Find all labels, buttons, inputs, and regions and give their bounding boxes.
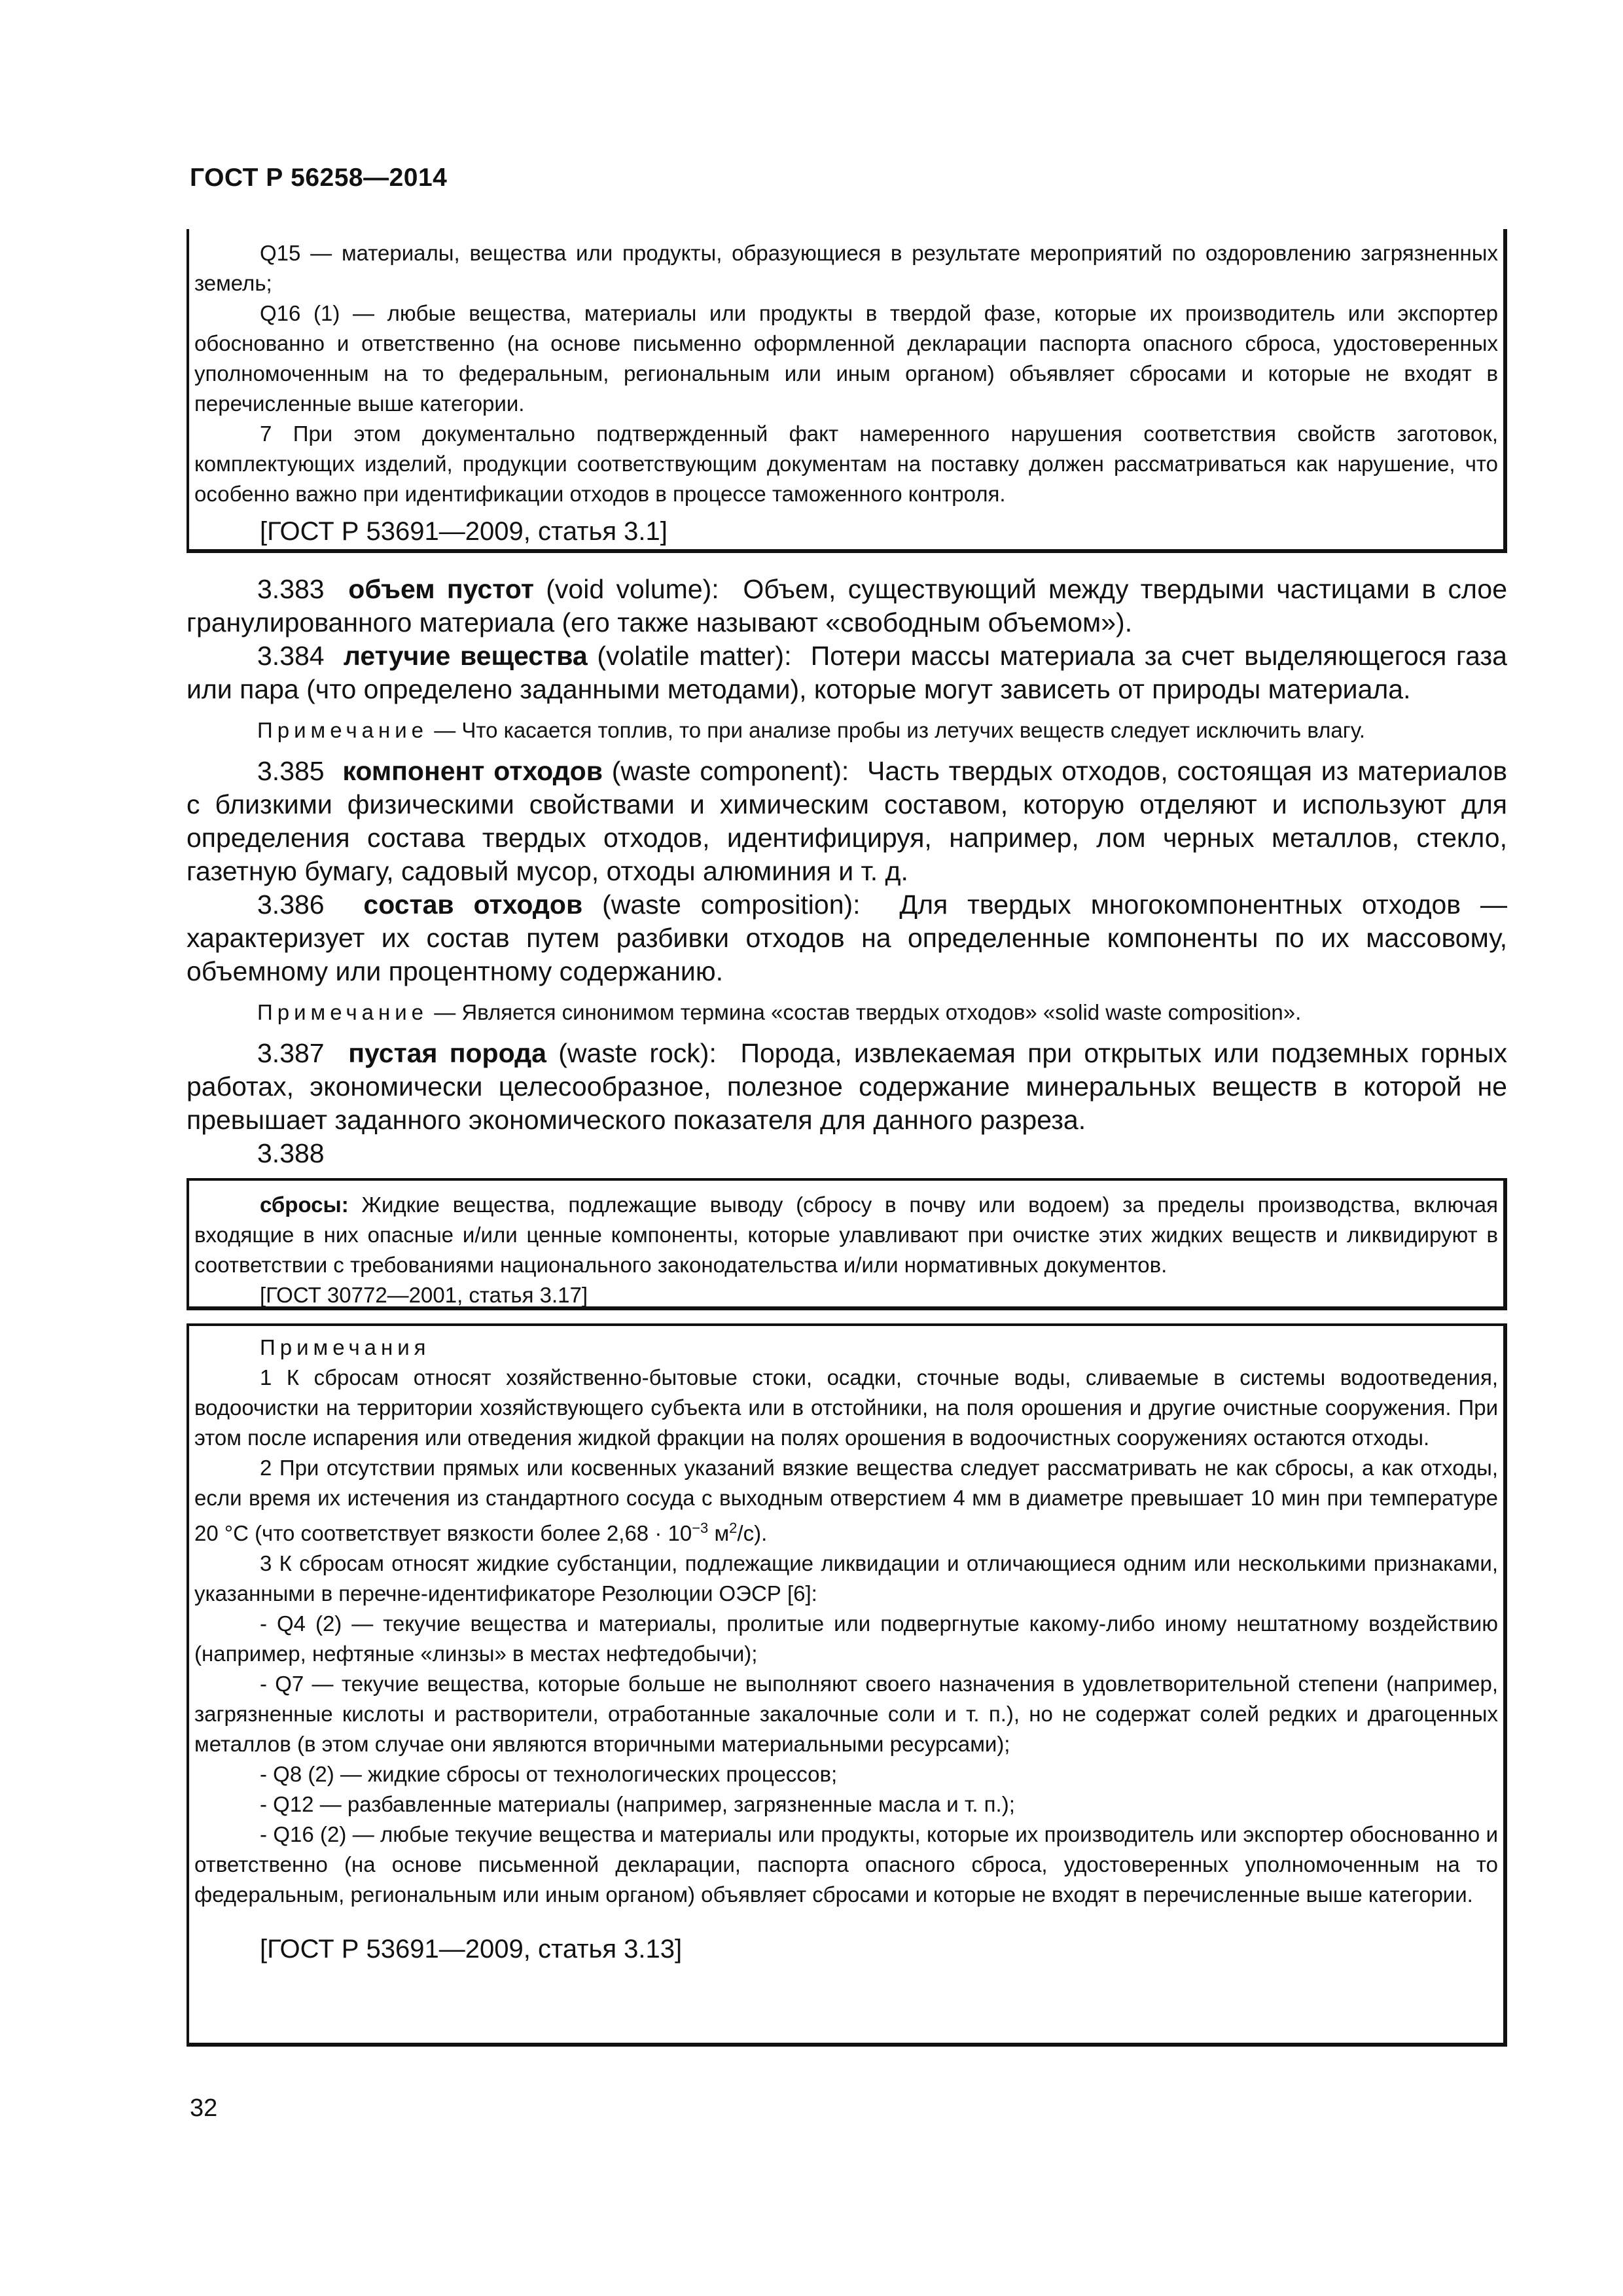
term-english: (void volume):: [546, 574, 719, 604]
term-name: сбросы:: [260, 1193, 349, 1217]
term-definition: Часть твердых отходов, состоящая из материалов с близкими физическими свойствами и химическим составом, которую отделяют и используют для определения состава твердых отходов, идентифицируя, например, лом черных металлов, стекло, газетную бумагу, садовый мусор, отходы алюминия и т. д.: [187, 756, 1507, 886]
term-name: летучие вещества: [343, 641, 588, 671]
term-name: компонент отходов: [342, 756, 603, 786]
term-number: 3.385: [257, 756, 325, 786]
term-name: состав отходов: [363, 889, 583, 920]
q15-text: Q15 — материалы, вещества или продукты, образующиеся в результате мероприятий по оздоровлению загрязненных земель;: [194, 241, 1498, 295]
term-definition: Для твердых многокомпонентных отходов — характеризует их состав путем разбивки отходов на определенные компоненты по их массовому, объемному или процентному содержанию.: [187, 889, 1507, 986]
note-2-unit-end: /с).: [737, 1521, 768, 1545]
term-3-388-box: [187, 1178, 1507, 1310]
term-3-384: [187, 639, 1507, 706]
exponent: 2: [729, 1520, 738, 1536]
page-number: 32: [190, 2094, 218, 2122]
notes-box: [187, 1323, 1507, 2047]
term-english: (waste composition):: [602, 889, 861, 920]
term-english: (waste rock):: [558, 1038, 717, 1068]
term-3-385: [187, 755, 1507, 888]
document-header: ГОСТ Р 56258—2014: [190, 164, 448, 192]
term-3-387: [187, 1037, 1507, 1137]
source-reference: [ГОСТ Р 53691—2009, статья 3.1]: [260, 517, 668, 546]
source-reference: [ГОСТ Р 53691—2009, статья 3.13]: [260, 1935, 683, 1964]
q16-text: Q16 (1) — любые вещества, материалы или продукты в твердой фазе, которые их производитель или экспортер обоснованно и ответственно (на основе письменно оформленной декларации паспорта опасного сброса, удостоверенных уполномоченным на то федеральным, региональным или иным органом) объявляет сбросами и которые не входят в перечисленные выше категории.: [194, 301, 1498, 416]
note-text: — Что касается топлив, то при анализе пробы из летучих веществ следует исключить влагу.: [434, 718, 1366, 742]
term-definition: Потери массы материала за счет выделяющегося газа или пара (что определено заданными методами), которые могут зависеть от природы материала.: [187, 641, 1507, 704]
continued-definition-box: [187, 229, 1507, 553]
note-3: 3 К сбросам относят жидкие субстанции, подлежащие ликвидации и отличающиеся одним или несколькими признаками, указанными в перечне-идентификаторе Резолюции ОЭСР [6]:: [194, 1551, 1498, 1605]
note-3-386: [187, 997, 1507, 1028]
term-number: 3.384: [257, 641, 325, 671]
term-number: 3.386: [257, 889, 325, 920]
term-3-383: [187, 573, 1507, 639]
term-3-388-number: 3.388: [257, 1138, 325, 1168]
note-7-text: 7 При этом документально подтвержденный факт намеренного нарушения соответствия свойств заготовок, комплектующих изделий, продукции соответствующим документам на поставку должен рассматриваться как нарушение, что особенно важно при идентификации отходов в процессе таможенного контроля.: [194, 422, 1498, 506]
note-label: Примечание: [257, 1000, 429, 1024]
term-name: объем пустот: [348, 574, 534, 604]
note-2-unit: м: [708, 1521, 730, 1545]
note-text: — Является синонимом термина «состав твердых отходов» «solid waste composition».: [434, 1000, 1302, 1024]
note-3-384: [187, 715, 1507, 745]
term-3-386: [187, 888, 1507, 988]
term-number: 3.387: [257, 1038, 325, 1068]
note-label: Примечание: [257, 718, 429, 742]
term-english: (volatile matter):: [597, 641, 792, 671]
term-number: 3.383: [257, 574, 325, 604]
note-2: [194, 1453, 1498, 1549]
exponent: −3: [692, 1520, 709, 1536]
term-name: пустая порода: [348, 1038, 546, 1068]
list-item-q8: - Q8 (2) — жидкие сбросы от технологических процессов;: [260, 1762, 838, 1786]
term-english: (waste component):: [611, 756, 849, 786]
term-3-388-definition: [194, 1190, 1498, 1280]
term-definition: Жидкие вещества, подлежащие выводу (сбросу в почву или водоем) за пределы производства, включая входящие в них опасные и/или ценные компоненты, которые улавливают при очистке этих жидких веществ и ликвидируют в соответствии с требованиями национального законодательства и/или нормативных документов.: [194, 1193, 1498, 1277]
notes-heading: Примечания: [260, 1335, 431, 1359]
list-item-q4: - Q4 (2) — текучие вещества и материалы, пролитые или подвергнутые какому-либо иному нештатному воздействию (например, нефтяные «линзы» в местах нефтедобычи);: [194, 1611, 1498, 1666]
source-reference: [ГОСТ 30772—2001, статья 3.17]: [260, 1283, 588, 1307]
note-2-text: 2 При отсутствии прямых или косвенных указаний вязкие вещества следует рассматривать не как сбросы, а как отходы, если время их истечения из стандартного сосуда с выходным отверстием 4 мм в диаметре превышает 10 мин при температуре 20 °С (что соответствует вязкости более 2,68 · 10: [194, 1456, 1498, 1545]
note-1: 1 К сбросам относят хозяйственно-бытовые стоки, осадки, сточные воды, сливаемые в системы водоотведения, водоочистки на территории хозяйствующего субъекта или в отстойники, на поля орошения и другие очистные сооружения. При этом после испарения или отведения жидкой фракции на полях орошения в водоочистных сооружениях остаются отходы.: [194, 1365, 1498, 1450]
terms-section: [187, 573, 1507, 1170]
list-item-q16: - Q16 (2) — любые текучие вещества и материалы или продукты, которые их производитель или экспортер обоснованно и ответственно (на основе письменной декларации, паспорта опасного сброса, удостоверенных уполномоченным на то федеральным, региональным или иным органом) объявляет сбросами и которые не входят в перечисленные выше категории.: [194, 1822, 1498, 1907]
list-item-q7: - Q7 — текучие вещества, которые больше не выполняют своего назначения в удовлетворительной степени (например, загрязненные кислоты и растворители, отработанные закалочные соли и т. п.), но не содержат солей редких и драгоценных металлов (в этом случае они являются вторичными материальными ресурсами);: [194, 1672, 1498, 1756]
term-definition: Порода, извлекаемая при открытых или подземных горных работах, экономически целесообразное, полезное содержание минеральных веществ в которой не превышает заданного экономического показателя для данного разреза.: [187, 1038, 1507, 1135]
term-definition: Объем, существующий между твердыми частицами в слое гранулированного материала (его также называют «свободным объемом»).: [187, 574, 1507, 637]
list-item-q12: - Q12 — разбавленные материалы (например, загрязненные масла и т. п.);: [260, 1792, 1015, 1816]
